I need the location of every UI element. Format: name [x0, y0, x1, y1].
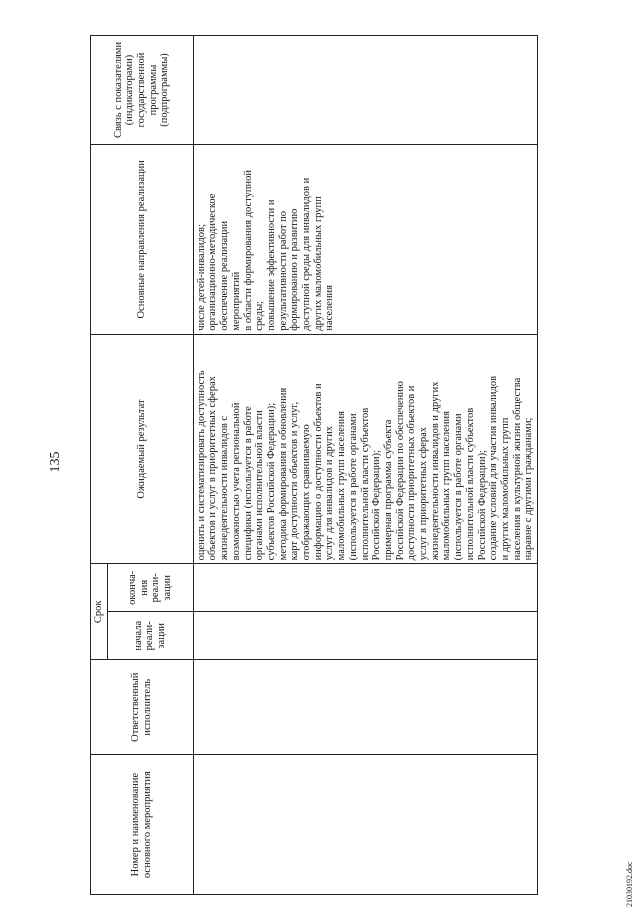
- header-indicators-link: Связь с показателями (индикаторами) государственной программы (подпрограммы): [91, 36, 194, 145]
- cell-expected-result: [193, 334, 537, 564]
- result-line: доступности приоритетных объектов и: [406, 385, 418, 561]
- header-term: Срок: [91, 564, 108, 660]
- cell-activity: [193, 755, 537, 895]
- header-directions: Основные направления реализации: [91, 144, 194, 334]
- directions-line: обеспечение реализации: [219, 220, 231, 331]
- result-line: жизнедеятельности инвалидов и других: [429, 381, 441, 561]
- result-line: создание условий для участия инвалидов: [488, 375, 500, 561]
- rotated-table-wrapper: [90, 35, 535, 895]
- header-term-start: начала реали-зации: [107, 612, 193, 660]
- result-line: (используется в работе органами: [347, 413, 359, 561]
- result-line: жизнедеятельности инвалидов с: [219, 415, 231, 561]
- result-line: маломобильных групп населения: [336, 411, 348, 561]
- result-line: специфики (используется в работе: [242, 406, 254, 561]
- result-line: услуг для инвалидов и других: [324, 425, 336, 561]
- cell-main-directions: [193, 144, 537, 334]
- result-line: информацию о доступности объектов и: [312, 383, 324, 561]
- footer-document-code: 21030192.doc: [625, 861, 634, 907]
- header-result: Ожидаемый результат: [91, 334, 194, 564]
- result-line: (используется в работе органами: [453, 413, 465, 561]
- result-line: Российской Федерации);: [476, 449, 488, 561]
- cell-term-end: [193, 564, 537, 612]
- result-line: наравне с другими гражданами;: [523, 417, 535, 561]
- header-term-end: оконча-ния реали-зации: [107, 564, 193, 612]
- result-line: объектов и услуг в приоритетных сферах: [207, 376, 219, 561]
- result-line: Российской Федерации);: [371, 449, 383, 561]
- directions-line: формированию и развитию: [289, 208, 301, 331]
- header-executor: Ответственный исполнитель: [91, 660, 194, 755]
- result-line: субъектов Российской Федерации);: [265, 402, 277, 561]
- result-line: возможностью учета региональной: [230, 402, 242, 561]
- program-activities-table: [90, 35, 538, 895]
- result-line: методика формирования и обновления: [277, 387, 289, 561]
- body-row: [193, 36, 537, 895]
- directions-line: доступной среды для инвалидов и: [301, 177, 313, 331]
- directions-line: мероприятий: [230, 271, 242, 331]
- result-line: исполнительной власти субъектов: [359, 407, 371, 561]
- cell-indicators-link: [193, 36, 537, 145]
- directions-line: числе детей-инвалидов;: [195, 224, 207, 331]
- directions-line: населения: [324, 284, 336, 331]
- directions-line: повышение эффективности и: [265, 199, 277, 331]
- page-number: 135: [48, 451, 63, 473]
- cell-executor: [193, 660, 537, 755]
- directions-line: других маломобильных групп: [312, 196, 324, 331]
- directions-line: в области формирования доступной: [242, 169, 254, 331]
- result-line: оценить и систематизировать доступность: [195, 370, 207, 561]
- result-line: Российской Федерации по обеспечению: [394, 381, 406, 561]
- directions-line: организационно-методическое: [207, 193, 219, 331]
- directions-line: среды;: [254, 300, 266, 331]
- result-line: услуг в приоритетных сферах: [418, 426, 430, 561]
- result-line: населения в культурной жизни общества: [511, 377, 523, 561]
- result-line: примерная программа субъекта: [382, 419, 394, 561]
- header-row-1: [91, 36, 108, 895]
- result-line: исполнительной власти субъектов: [464, 407, 476, 561]
- result-line: карт доступности объектов и услуг,: [289, 401, 301, 561]
- result-line: маломобильных групп населения: [441, 411, 453, 561]
- result-line: отображающих сравниваемую: [301, 424, 313, 561]
- directions-line: результативности работ по: [277, 210, 289, 331]
- cell-term-start: [193, 612, 537, 660]
- result-line: органами исполнительной власти: [254, 410, 266, 561]
- header-activity: Номер и наименование основного мероприятия: [91, 755, 194, 895]
- result-line: и других маломобильных групп: [499, 417, 511, 561]
